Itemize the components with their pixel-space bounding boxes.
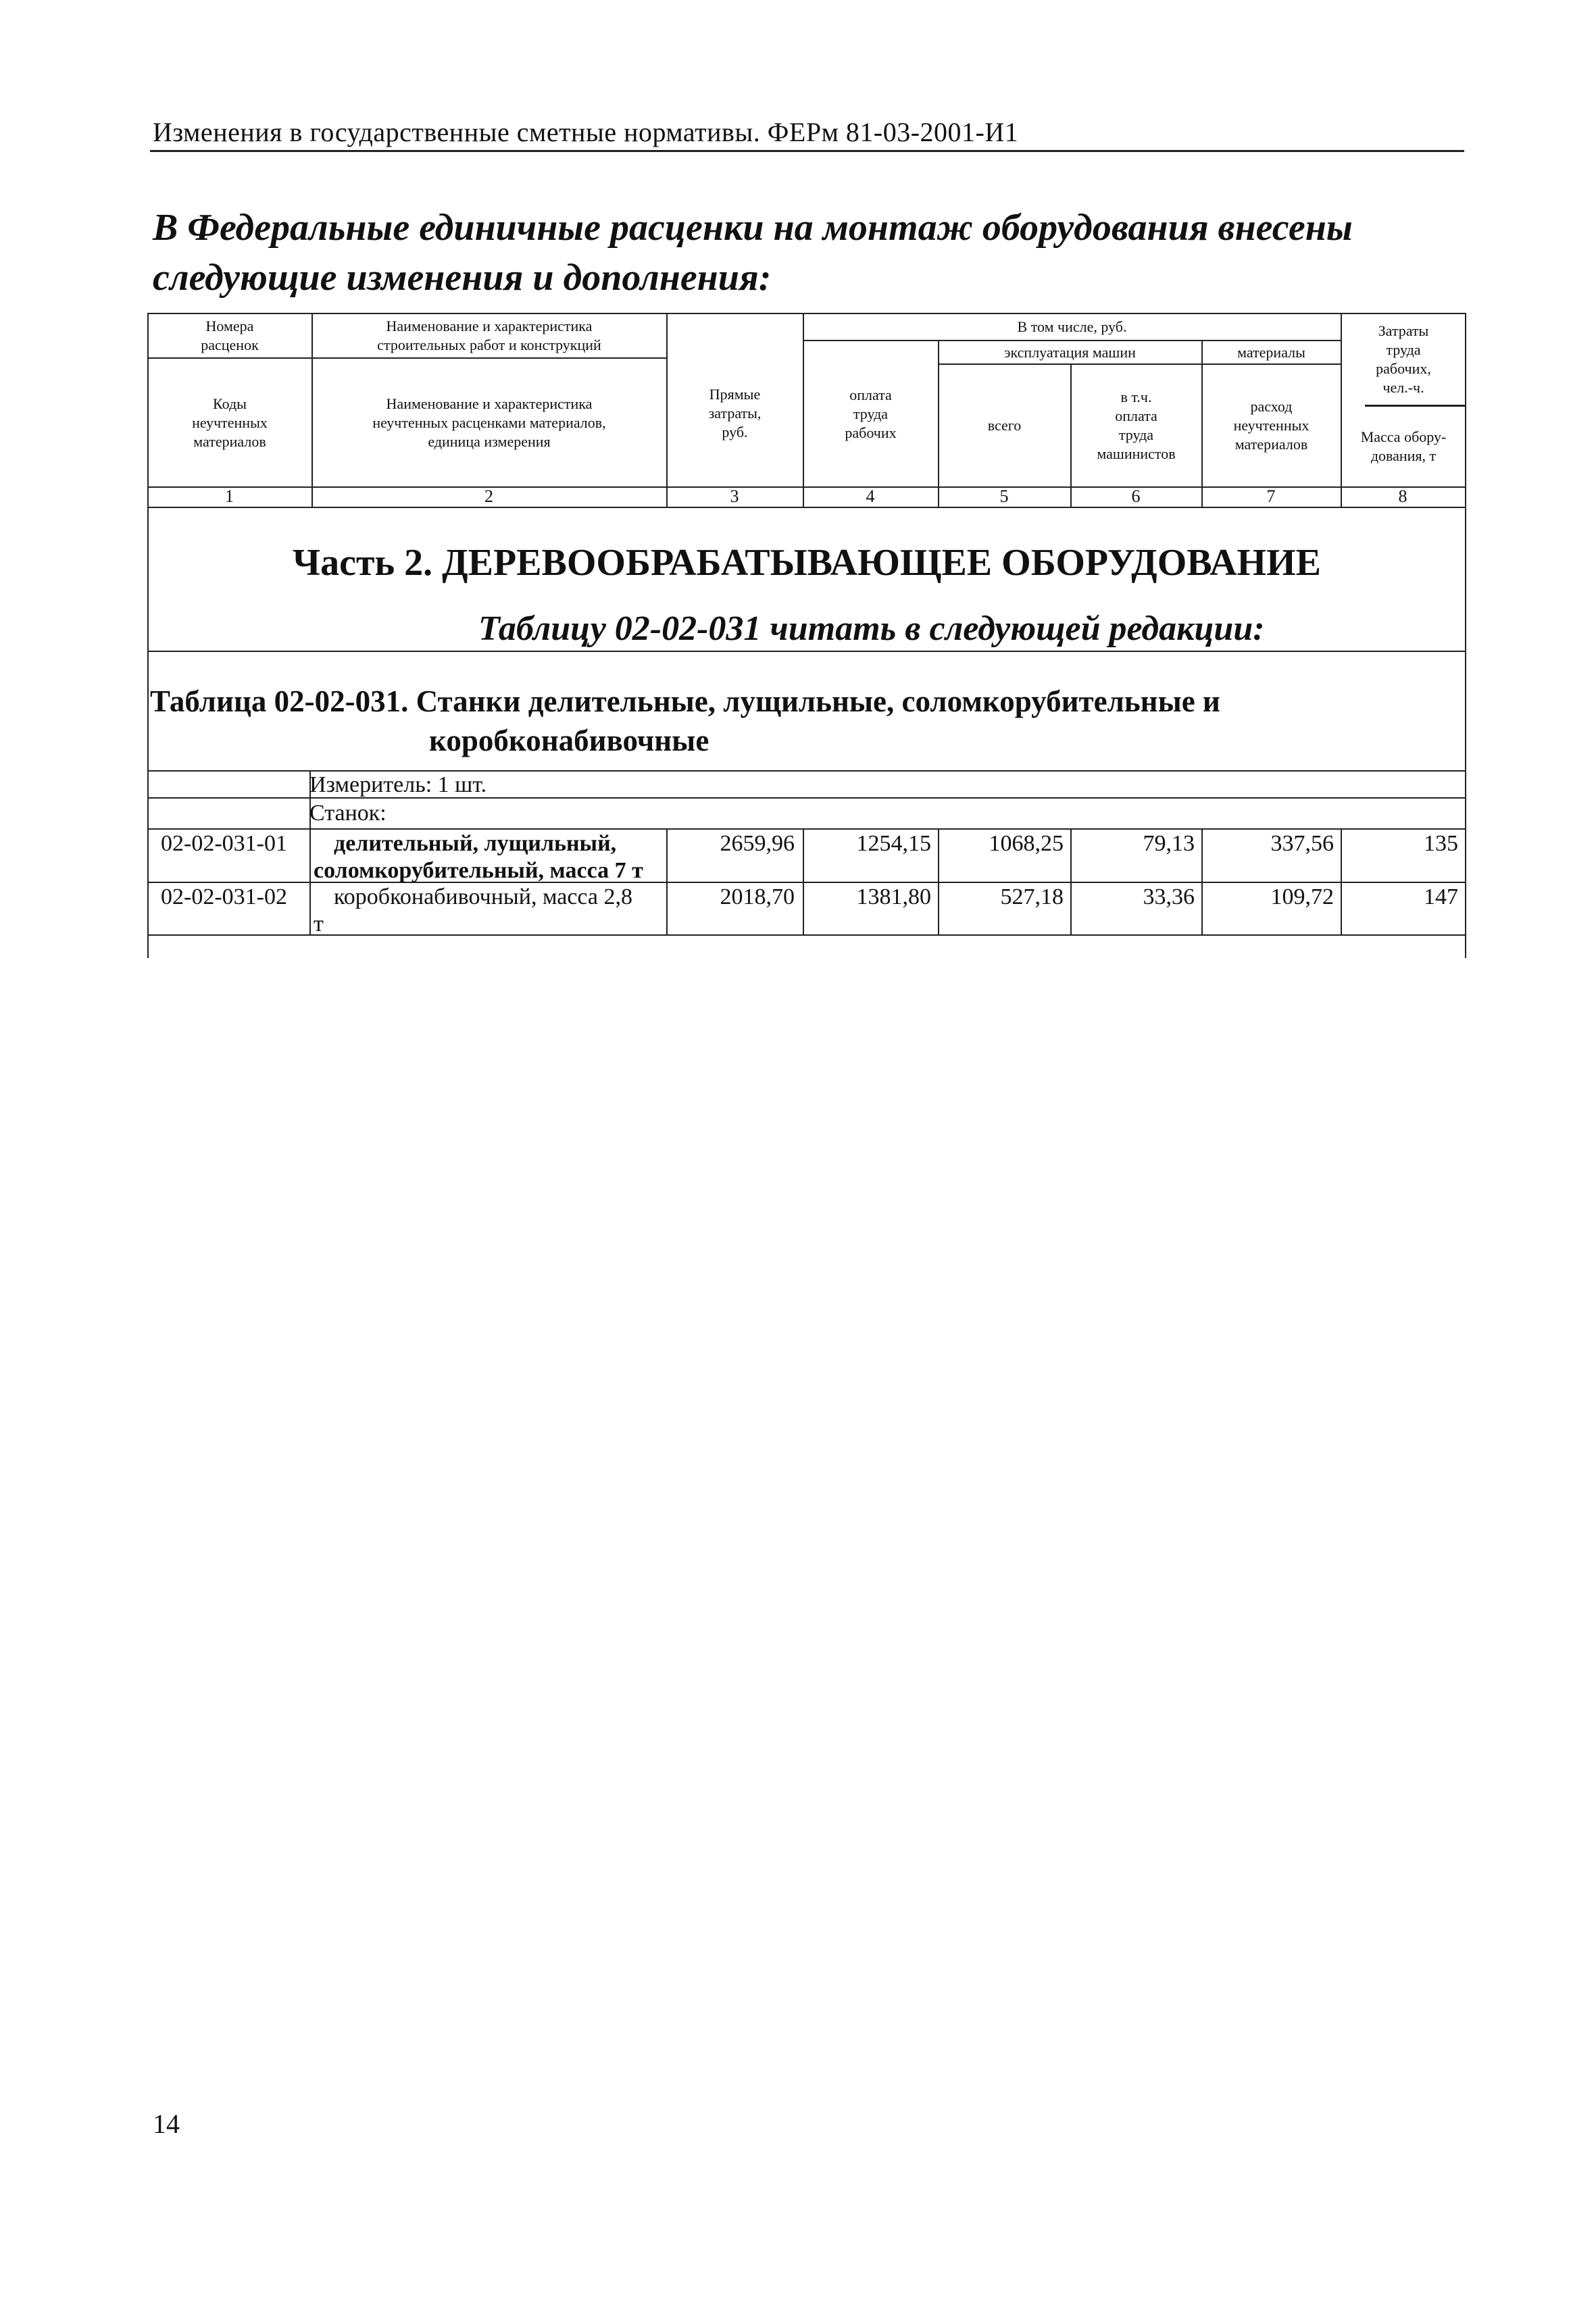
header-material-name: Наименование и характеристика неучтенных расценками материалов, единица измерения: [372, 395, 606, 450]
row-2-labor-pay: 1381,80: [856, 884, 931, 909]
header-work-name: Наименование и характеристика строительных работ и конструкций: [377, 318, 601, 353]
right-border: [1465, 313, 1466, 958]
row-2-materials: 109,72: [1270, 884, 1334, 909]
meter-label: Измеритель: 1 шт.: [309, 772, 487, 797]
running-header: Изменения в государственные сметные нормативы. ФЕРм 81-03-2001-И1: [153, 117, 1019, 147]
intro-line-2: следующие изменения и дополнения:: [153, 257, 772, 299]
row-2-direct-costs: 2018,70: [720, 884, 795, 909]
row-1-materials: 337,56: [1270, 831, 1334, 856]
header-machines-label: эксплуатация машин: [1004, 343, 1136, 361]
header-materials-consumption: расход неучтенных материалов: [1233, 398, 1310, 453]
group-label: Станок:: [309, 801, 386, 826]
header-machinist-pay: в т.ч. оплата труда машинистов: [1097, 388, 1176, 462]
rates-table: [147, 313, 1466, 958]
row-2-code: 02-02-031-02: [161, 884, 287, 909]
column-number: 4: [866, 486, 875, 506]
row-2-machines-total: 527,18: [1000, 884, 1064, 909]
header-machines-total: всего: [987, 417, 1022, 434]
header-material-codes: Коды неучтенных материалов: [192, 395, 268, 450]
header-group-label: В том числе, руб.: [1017, 318, 1127, 335]
row-1-labor-hours: 135: [1424, 831, 1458, 856]
header-rate-numbers: Номера расценок: [201, 318, 259, 353]
table-title-rule: [147, 770, 1466, 772]
part-title: Часть 2. ДЕРЕВООБРАБАТЫВАЮЩЕЕ ОБОРУДОВАНИЕ: [293, 542, 1321, 584]
column-number: 5: [999, 486, 1009, 506]
row-1-name: делительный, лущильный, соломкорубительный, масса 7 т: [314, 831, 643, 883]
row-2-labor-hours: 147: [1424, 884, 1458, 909]
column-number: 2: [484, 486, 493, 506]
part-subtitle: Таблицу 02-02-031 читать в следующей редакции:: [478, 609, 1265, 648]
column-number: 1: [225, 486, 234, 506]
intro-text: [153, 203, 1464, 303]
column-number: 7: [1266, 486, 1276, 506]
row-2-name: коробконабивочный, масса 2,8 т: [314, 884, 632, 936]
column-number: 6: [1131, 486, 1141, 506]
group-rule: [147, 828, 1466, 830]
header-labor-hours: Затраты труда рабочих, чел.-ч.: [1376, 322, 1431, 396]
row-1-direct-costs: 2659,96: [720, 831, 795, 856]
table-title: [150, 682, 1434, 760]
part-section-rule: [147, 651, 1466, 652]
row-1-machinist-pay: 79,13: [1143, 831, 1195, 856]
intro-line-1: В Федеральные единичные расценки на монтаж оборудования внесены: [153, 207, 1353, 249]
page-number: 14: [153, 2109, 180, 2139]
header-labor-pay: оплата труда рабочих: [845, 386, 897, 441]
header-materials-label: материалы: [1237, 343, 1305, 361]
column-number: 8: [1398, 486, 1407, 506]
row-2-machinist-pay: 33,36: [1143, 884, 1195, 909]
header-equipment-mass: Масса обору- дования, т: [1360, 428, 1447, 464]
header-rule: [150, 150, 1464, 152]
table-title-line-2: коробконабивочные: [429, 724, 709, 757]
row-1-machines-total: 1068,25: [989, 831, 1064, 856]
column-numbers-bottom-border: [147, 507, 1466, 508]
table-title-line-1: Таблица 02-02-031. Станки делительные, лущильные, соломкорубительные и: [150, 684, 1220, 718]
row-1-labor-pay: 1254,15: [856, 831, 931, 856]
row-1-code: 02-02-031-01: [161, 831, 287, 856]
header-direct-costs: Прямые затраты, руб.: [708, 385, 762, 441]
column-number: 3: [730, 486, 739, 506]
